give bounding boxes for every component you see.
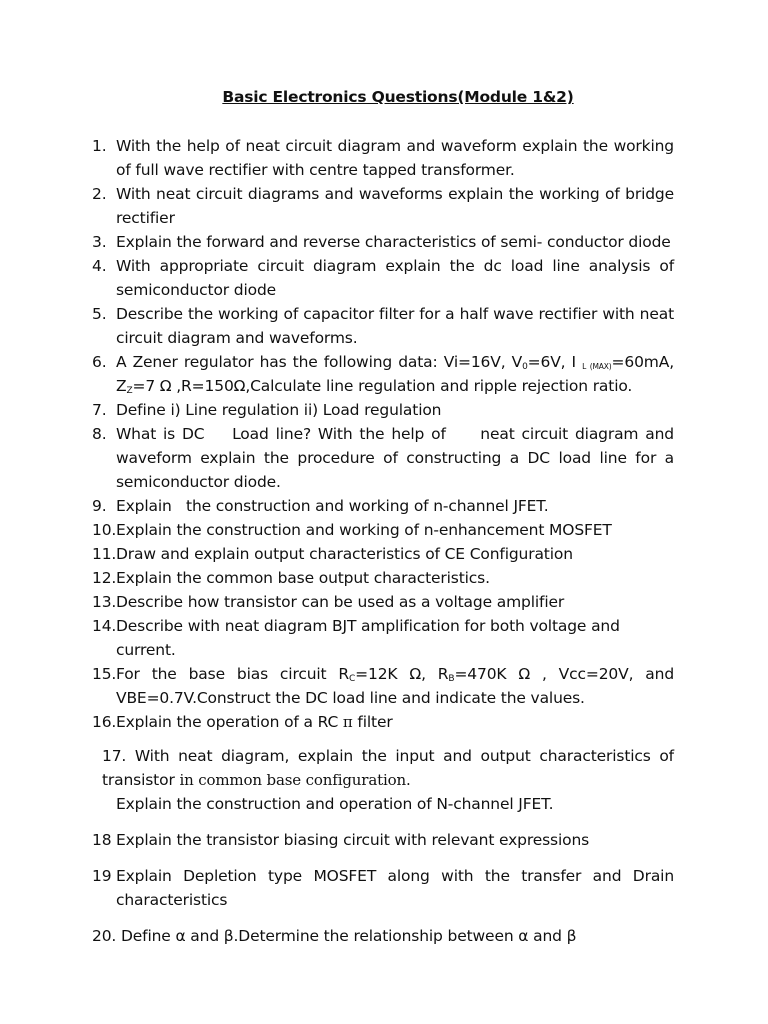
question-text: What is DC Load line? With the help of neat circuit diagram and waveform explain the procedure of constructing a DC load line for a semiconductor diode. <box>116 425 679 491</box>
subscript: B <box>448 674 455 684</box>
question-item-7 <box>92 398 674 422</box>
question-text: With the help of neat circuit diagram and waveform explain the working of full wave rectifier with centre tapped transformer. <box>116 137 674 179</box>
question-number: 6. <box>92 353 107 371</box>
question-number: 16. <box>92 713 117 731</box>
question-number: 7. <box>92 401 107 419</box>
question-number: 8. <box>92 425 107 443</box>
question-text: Explain the construction and working of n-enhancement MOSFET <box>116 521 612 539</box>
subscript: C <box>349 674 356 684</box>
question-text-part: filter <box>352 713 393 731</box>
question-text: With neat circuit diagrams and waveforms explain the working of bridge rectifier <box>116 185 674 227</box>
question-text <box>116 710 674 734</box>
question-item-10 <box>92 518 674 542</box>
question-text: Explain the transistor biasing circuit with relevant expressions <box>116 831 590 849</box>
question-item-13 <box>92 590 674 614</box>
question-text: With appropriate circuit diagram explain the dc load line analysis of semiconductor diode <box>116 257 674 299</box>
question-number: 4. <box>92 257 107 275</box>
question-item-1 <box>92 134 674 182</box>
question-text: Explain the forward and reverse characteristics of semi- conductor diode <box>116 233 671 251</box>
question-text-part: For the base bias circuit R <box>116 665 350 683</box>
question-item-3 <box>92 230 674 254</box>
question-number: 2. <box>92 185 107 203</box>
question-text: Describe with neat diagram BJT amplification for both voltage and current. <box>116 617 620 659</box>
question-item-5 <box>92 302 674 350</box>
question-text-part: Explain the operation of a RC <box>116 713 343 731</box>
question-text: Describe how transistor can be used as a voltage amplifier <box>116 593 565 611</box>
question-text-part: 17. With neat diagram, explain the input and output characteristics of transistor <box>102 747 674 789</box>
question-item-16 <box>92 710 674 734</box>
question-item-12 <box>92 566 674 590</box>
question-item-9 <box>92 494 674 518</box>
question-text-part: =6V, I <box>527 353 583 371</box>
question-text-part: =12K Ω, R <box>355 665 449 683</box>
question-item-2 <box>92 182 674 230</box>
question-item-19 <box>92 864 674 912</box>
question-number: 13. <box>92 593 117 611</box>
question-number: 15. <box>92 665 117 683</box>
question-text: Explain the construction and working of n-channel JFET. <box>116 497 549 515</box>
subscript: 0 <box>522 362 528 372</box>
question-item-18 <box>92 828 674 852</box>
question-text-part: =60mA, Z <box>116 353 674 395</box>
question-list <box>92 134 679 948</box>
question-number: 18 <box>92 831 112 849</box>
question-text <box>116 350 674 398</box>
question-item-15 <box>92 662 674 710</box>
question-item-20: 20. Define α and β.Determine the relationship between α and β <box>92 927 577 945</box>
question-text-part: in common base configuration. <box>179 771 411 789</box>
question-number: 14. <box>92 617 117 635</box>
question-item-17 <box>92 744 674 792</box>
question-number: 5. <box>92 305 107 323</box>
pi-symbol: π <box>342 713 353 731</box>
subscript: L (MAX) <box>582 362 612 371</box>
question-number: 19 <box>92 867 112 885</box>
question-text-part: =470K Ω , Vcc=20V, and VBE=0.7V.Construct the DC load line and indicate the values. <box>116 665 675 707</box>
subscript: Z <box>126 386 133 396</box>
question-text: Define i) Line regulation ii) Load regulation <box>116 401 442 419</box>
question-text: Describe the working of capacitor filter for a half wave rectifier with neat circuit diagram and waveforms. <box>116 305 674 347</box>
question-number: 1. <box>92 137 107 155</box>
question-text: Draw and explain output characteristics of CE Configuration <box>116 545 573 563</box>
question-number: 10. <box>92 521 117 539</box>
question-item-17-extra: Explain the construction and operation of N-channel JFET. <box>116 795 554 813</box>
question-text: Explain Depletion type MOSFET along with the transfer and Drain characteristics <box>116 867 674 909</box>
question-number: 12. <box>92 569 117 587</box>
question-number: 11. <box>92 545 117 563</box>
question-item-4 <box>92 254 674 302</box>
question-text-part: =7 Ω ,R=150Ω,Calculate line regulation and ripple rejection ratio. <box>132 377 633 395</box>
question-item-14 <box>92 614 674 662</box>
question-item-11 <box>92 542 674 566</box>
question-item-8 <box>92 422 679 494</box>
question-text-part: A Zener regulator has the following data: Vi=16V, V <box>116 353 523 371</box>
question-number: 3. <box>92 233 107 251</box>
question-number: 9. <box>92 497 107 515</box>
question-item-6 <box>92 350 674 398</box>
document-title: Basic Electronics Questions(Module 1&2) <box>222 88 574 106</box>
question-text <box>116 662 674 710</box>
question-text: Explain the common base output characteristics. <box>116 569 490 587</box>
